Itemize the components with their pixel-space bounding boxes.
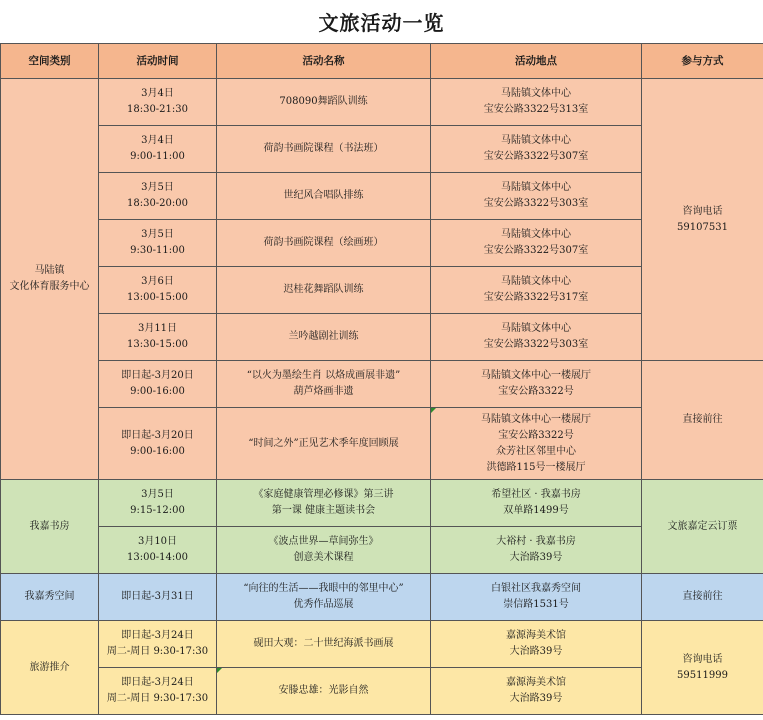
place-cell-line: 大治路39号 bbox=[509, 552, 563, 563]
time-cell-line: 周二-周日 9:30-17:30 bbox=[106, 646, 209, 657]
name-cell-line: 世纪风合唱队排练 bbox=[283, 190, 364, 201]
name-cell-line: 荷韵书画院课程（绘画班） bbox=[263, 237, 384, 248]
time-cell bbox=[99, 267, 217, 314]
name-cell-line: 荷韵书画院课程（书法班） bbox=[263, 143, 384, 154]
name-cell bbox=[217, 173, 431, 220]
time-cell-line: 即日起-3月20日 bbox=[121, 429, 194, 441]
name-cell bbox=[217, 126, 431, 173]
category-cell bbox=[1, 574, 99, 621]
category-cell bbox=[1, 621, 99, 715]
method-cell-line: 59107531 bbox=[677, 221, 728, 233]
table-row bbox=[1, 480, 763, 527]
method-cell-line: 咨询电话 bbox=[682, 653, 723, 665]
time-cell-line: 13:00-15:00 bbox=[126, 292, 188, 303]
name-cell-line: “向往的生活——我眼中的邻里中心” bbox=[243, 583, 404, 594]
time-cell bbox=[99, 79, 217, 126]
name-cell-line: 708090舞蹈队训练 bbox=[279, 96, 368, 107]
method-cell bbox=[642, 79, 763, 361]
place-cell-line: 嘉源海美术馆 bbox=[506, 630, 566, 641]
time-cell bbox=[99, 574, 217, 621]
time-cell-line: 3月4日 bbox=[141, 135, 174, 146]
method-cell-line: 直接前往 bbox=[682, 591, 723, 602]
place-cell bbox=[431, 408, 642, 480]
place-cell-line: 马陆镇文体中心一楼展厅 bbox=[481, 413, 591, 425]
name-cell-line: 优秀作品巡展 bbox=[293, 599, 354, 610]
time-cell-line: 周二-周日 9:30-17:30 bbox=[106, 693, 209, 704]
category-cell bbox=[1, 79, 99, 480]
name-cell-line: 葫芦烙画非遗 bbox=[293, 386, 354, 397]
name-cell bbox=[217, 668, 431, 715]
name-cell bbox=[217, 267, 431, 314]
time-cell-line: 3月5日 bbox=[141, 229, 174, 240]
activity-table bbox=[0, 43, 763, 715]
place-cell-line: 马陆镇文体中心 bbox=[501, 276, 571, 287]
method-cell bbox=[642, 574, 763, 621]
name-cell-line: 砚田大观：二十世纪海派书画展 bbox=[253, 638, 394, 649]
place-cell-line: 崇信路1531号 bbox=[503, 599, 569, 610]
time-cell bbox=[99, 668, 217, 715]
place-cell-line: 马陆镇文体中心 bbox=[501, 229, 571, 240]
header-method: 参与方式 bbox=[642, 44, 763, 79]
header-place: 活动地点 bbox=[431, 44, 642, 79]
time-cell-line: 9:15-12:00 bbox=[130, 505, 185, 516]
place-cell-line: 大裕村 · 我嘉书房 bbox=[496, 536, 576, 547]
method-cell bbox=[642, 621, 763, 715]
category-cell-line: 文化体育服务中心 bbox=[9, 281, 90, 292]
name-cell bbox=[217, 314, 431, 361]
category-cell-line: 我嘉书房 bbox=[29, 520, 70, 532]
time-cell-line: 18:30-20:00 bbox=[126, 198, 188, 209]
place-cell bbox=[431, 173, 642, 220]
place-cell-line: 马陆镇文体中心一楼展厅 bbox=[481, 370, 591, 381]
place-cell-line: 双单路1499号 bbox=[503, 505, 569, 516]
place-cell bbox=[431, 527, 642, 574]
time-cell-line: 3月10日 bbox=[137, 536, 178, 547]
method-cell bbox=[642, 480, 763, 574]
method-cell bbox=[642, 361, 763, 480]
time-cell-line: 3月6日 bbox=[141, 276, 174, 287]
place-cell-line: 嘉源海美术馆 bbox=[506, 677, 566, 688]
place-cell bbox=[431, 668, 642, 715]
name-cell-line: 安滕忠雄：光影自然 bbox=[278, 685, 369, 696]
time-cell-line: 9:30-11:00 bbox=[130, 245, 185, 256]
time-cell bbox=[99, 220, 217, 267]
header-time: 活动时间 bbox=[99, 44, 217, 79]
name-cell bbox=[217, 527, 431, 574]
time-cell-line: 即日起-3月24日 bbox=[121, 630, 194, 641]
name-cell-line: “以火为墨绘生肖 以烙成画展非遗” bbox=[246, 370, 401, 381]
name-cell-line: 《家庭健康管理必修课》第三讲 bbox=[253, 489, 394, 500]
place-cell-line: 宝安公路3322号 bbox=[498, 429, 574, 441]
time-cell bbox=[99, 314, 217, 361]
name-cell-line: 迟桂花舞蹈队训练 bbox=[283, 284, 364, 295]
place-cell-line: 宝安公路3322号317室 bbox=[483, 292, 589, 303]
method-cell-line: 直接前往 bbox=[682, 414, 723, 425]
place-cell-line: 宝安公路3322号307室 bbox=[483, 151, 589, 162]
name-cell bbox=[217, 480, 431, 527]
place-cell-line: 众芳社区邻里中心 bbox=[496, 445, 576, 457]
time-cell bbox=[99, 126, 217, 173]
name-cell bbox=[217, 79, 431, 126]
time-cell-line: 即日起-3月20日 bbox=[121, 370, 194, 381]
place-cell bbox=[431, 267, 642, 314]
name-cell-line: 《波点世界—草间弥生》 bbox=[268, 536, 379, 547]
page-title: 文旅活动一览 bbox=[0, 0, 763, 44]
time-cell bbox=[99, 361, 217, 408]
place-cell bbox=[431, 574, 642, 621]
place-cell bbox=[431, 79, 642, 126]
time-cell bbox=[99, 621, 217, 668]
place-cell-line: 马陆镇文体中心 bbox=[501, 135, 571, 146]
category-cell-line: 我嘉秀空间 bbox=[24, 591, 75, 602]
place-cell bbox=[431, 126, 642, 173]
name-cell-line: 创意美术课程 bbox=[293, 552, 354, 563]
method-cell-line: 咨询电话 bbox=[682, 205, 723, 217]
time-cell-line: 3月5日 bbox=[141, 489, 174, 500]
place-cell-line: 宝安公路3322号 bbox=[498, 386, 574, 397]
time-cell-line: 9:00-16:00 bbox=[130, 386, 185, 397]
category-cell-line: 马陆镇 bbox=[34, 265, 65, 276]
place-cell bbox=[431, 220, 642, 267]
time-cell bbox=[99, 408, 217, 480]
time-cell-line: 3月11日 bbox=[137, 323, 178, 334]
place-cell-line: 马陆镇文体中心 bbox=[501, 323, 571, 334]
name-cell bbox=[217, 220, 431, 267]
time-cell-line: 9:00-16:00 bbox=[130, 445, 185, 457]
place-cell-line: 马陆镇文体中心 bbox=[501, 182, 571, 193]
place-cell-line: 宝安公路3322号313室 bbox=[483, 104, 589, 115]
table-row bbox=[1, 79, 763, 126]
time-cell-line: 即日起-3月24日 bbox=[121, 677, 194, 688]
category-cell bbox=[1, 480, 99, 574]
header-name: 活动名称 bbox=[217, 44, 431, 79]
table-row bbox=[1, 574, 763, 621]
time-cell-line: 3月4日 bbox=[141, 88, 174, 99]
method-cell-line: 59511999 bbox=[677, 669, 728, 681]
place-cell-line: 大治路39号 bbox=[509, 693, 563, 704]
table-row bbox=[1, 361, 763, 408]
time-cell-line: 即日起-3月31日 bbox=[121, 591, 194, 602]
time-cell bbox=[99, 527, 217, 574]
place-cell-line: 希望社区 · 我嘉书房 bbox=[491, 489, 581, 500]
place-cell-line: 马陆镇文体中心 bbox=[501, 88, 571, 99]
name-cell-line: 兰吟越剧社训练 bbox=[288, 331, 359, 342]
table-row bbox=[1, 621, 763, 668]
place-cell-line: 宝安公路3322号303室 bbox=[483, 198, 589, 209]
table-body bbox=[1, 79, 763, 715]
time-cell-line: 3月5日 bbox=[141, 182, 174, 193]
time-cell-line: 13:30-15:00 bbox=[126, 339, 188, 350]
name-cell bbox=[217, 574, 431, 621]
time-cell bbox=[99, 480, 217, 527]
category-cell-line: 旅游推介 bbox=[29, 661, 70, 673]
place-cell-line: 宝安公路3322号307室 bbox=[483, 245, 589, 256]
method-cell-line: 文旅嘉定云订票 bbox=[667, 520, 738, 532]
name-cell-line: 第一课 健康主题读书会 bbox=[271, 505, 376, 516]
time-cell-line: 18:30-21:30 bbox=[126, 104, 188, 115]
header-row bbox=[1, 44, 763, 79]
time-cell-line: 9:00-11:00 bbox=[130, 151, 185, 162]
time-cell bbox=[99, 173, 217, 220]
place-cell-line: 大治路39号 bbox=[509, 646, 563, 657]
name-cell bbox=[217, 621, 431, 668]
place-cell bbox=[431, 361, 642, 408]
place-cell bbox=[431, 480, 642, 527]
name-cell bbox=[217, 361, 431, 408]
time-cell-line: 13:00-14:00 bbox=[126, 552, 188, 563]
place-cell-line: 白银社区我嘉秀空间 bbox=[491, 583, 581, 594]
name-cell bbox=[217, 408, 431, 480]
place-cell-line: 宝安公路3322号303室 bbox=[483, 339, 589, 350]
place-cell bbox=[431, 314, 642, 361]
name-cell-line: “时间之外”正见艺术季年度回顾展 bbox=[248, 437, 399, 449]
place-cell bbox=[431, 621, 642, 668]
place-cell-line: 洪德路115号一楼展厅 bbox=[486, 461, 586, 473]
header-category: 空间类别 bbox=[1, 44, 99, 79]
